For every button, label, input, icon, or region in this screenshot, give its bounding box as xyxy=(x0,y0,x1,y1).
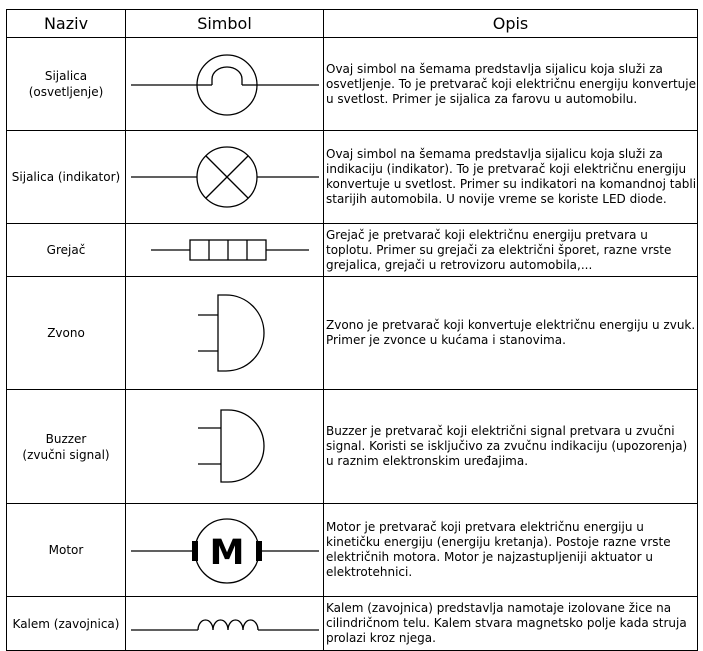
lamp-lighting-symbol xyxy=(126,38,323,130)
buzzer-symbol xyxy=(126,390,323,503)
table-row xyxy=(7,504,698,597)
row-name: Sijalica (osvetljenje) xyxy=(7,38,126,131)
header-description: Opis xyxy=(324,10,698,38)
lamp-indicator-symbol xyxy=(126,131,323,223)
row-symbol xyxy=(126,597,324,651)
row-symbol xyxy=(126,131,324,224)
bell-symbol xyxy=(126,277,323,389)
row-symbol xyxy=(126,504,324,597)
row-name: Buzzer (zvučni signal) xyxy=(7,390,126,504)
row-description: Zvono je pretvarač koji konvertuje električnu energiju u zvuk. Primer je zvonce u kućama i stanovima. xyxy=(324,277,698,390)
row-name: Motor xyxy=(7,504,126,597)
row-description: Buzzer je pretvarač koji električni signal pretvara u zvučni signal. Koristi se isključivo za zvučnu indikaciju (upozorenja) u raznim elektronskim uređajima. xyxy=(324,390,698,504)
table-row xyxy=(7,390,698,504)
table-row xyxy=(7,38,698,131)
symbol-table xyxy=(6,9,698,651)
row-description: Ovaj simbol na šemama predstavlja sijalicu koja služi za osvetljenje. To je pretvarač koji električnu energiju konvertuje u svetlost. Primer je sijalica za farovu u automobilu. xyxy=(324,38,698,131)
coil-symbol xyxy=(126,597,323,650)
table-row xyxy=(7,224,698,277)
row-symbol xyxy=(126,224,324,277)
header-symbol: Simbol xyxy=(126,10,324,38)
heater-symbol xyxy=(126,224,323,276)
table-row xyxy=(7,131,698,224)
row-name: Sijalica (indikator) xyxy=(7,131,126,224)
row-description: Kalem (zavojnica) predstavlja namotaje izolovane žice na cilindričnom telu. Kalem stvara magnetsko polje kada struja prolazi kroz njega. xyxy=(324,597,698,651)
table-row xyxy=(7,597,698,651)
row-symbol xyxy=(126,38,324,131)
motor-letter: M xyxy=(209,533,245,573)
row-description: Ovaj simbol na šemama predstavlja sijalicu koja služi za indikaciju (indikator). To je pretvarač koji električnu energiju konvertuje u svetlost. Primer su indikatori na komandnoj tabli starijih automobila. U novije vreme se koriste LED diode. xyxy=(324,131,698,224)
row-symbol xyxy=(126,277,324,390)
motor-symbol xyxy=(126,504,323,596)
row-symbol xyxy=(126,390,324,504)
header-row xyxy=(7,10,698,38)
header-name: Naziv xyxy=(7,10,126,38)
row-name: Kalem (zavojnica) xyxy=(7,597,126,651)
row-description: Grejač je pretvarač koji električnu energiju pretvara u toplotu. Primer su grejači za električni šporet, razne vrste grejalica, grejači u retrovizoru automobila,... xyxy=(324,224,698,277)
table-row xyxy=(7,277,698,390)
row-name: Grejač xyxy=(7,224,126,277)
row-name: Zvono xyxy=(7,277,126,390)
row-description: Motor je pretvarač koji pretvara električnu energiju u kinetičku energiju (energiju kretanja). Postoje razne vrste električnih motora. Motor je najzastupljeniji aktuator u elektrotehnici. xyxy=(324,504,698,597)
